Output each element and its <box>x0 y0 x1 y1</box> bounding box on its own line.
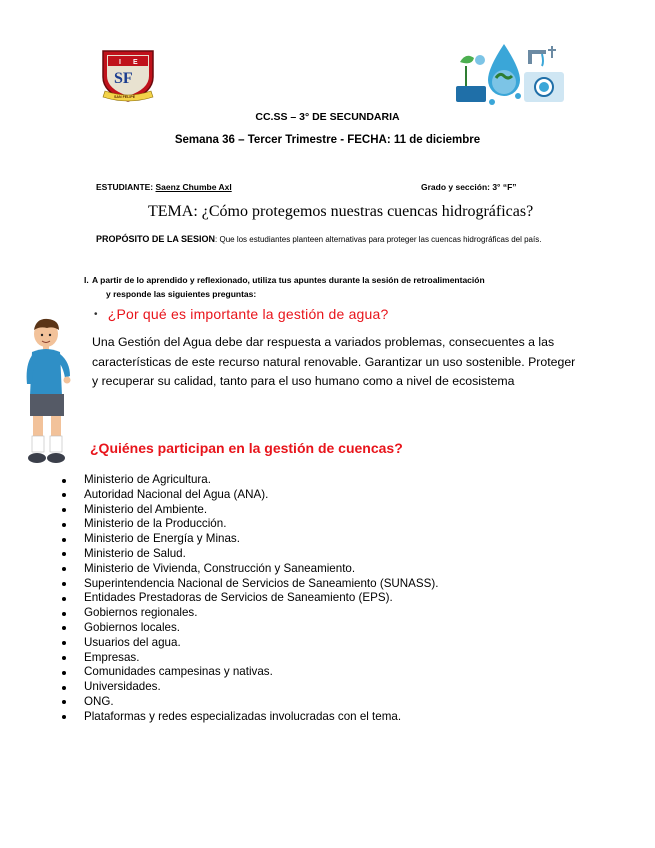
week-header: Semana 36 – Tercer Trimestre - FECHA: 11 de diciembre <box>174 134 481 146</box>
logo-motto: SAN FELIPE <box>114 95 136 99</box>
list-item: ONG. <box>62 695 438 710</box>
purpose-label: PROPÓSITO DE LA SESION <box>96 234 216 244</box>
student-label: ESTUDIANTE: <box>96 182 154 192</box>
list-item: Comunidades campesinas y nativas. <box>62 665 438 680</box>
list-item: Ministerio de Agricultura. <box>62 473 438 488</box>
student-name: Saenz Chumbe Axl <box>155 182 232 192</box>
purpose-text: : Que los estudiantes planteen alternativas para proteger las cuencas hidrográficas del país. <box>215 235 542 244</box>
list-item: Empresas. <box>62 651 438 666</box>
list-item: Ministerio de Energía y Minas. <box>62 532 438 547</box>
list-item: Ministerio de la Producción. <box>62 517 438 532</box>
purpose-paragraph <box>96 232 586 247</box>
list-item: Gobiernos locales. <box>62 621 438 636</box>
question-1-text: ¿Por qué es importante la gestión de agua? <box>107 306 389 322</box>
instruction-line-1: A partir de lo aprendido y reflexionado, utiliza tus apuntes durante la sesión de retroalimentación <box>92 275 485 285</box>
list-item: Autoridad Nacional del Agua (ANA). <box>62 488 438 503</box>
list-item: Usuarios del agua. <box>62 636 438 651</box>
school-logo <box>97 47 159 103</box>
grade-section: Grado y sección: 3° “F” <box>421 182 517 192</box>
logo-initials: SF <box>114 70 133 87</box>
list-item: Ministerio de Salud. <box>62 547 438 562</box>
instruction-line-2: y responde las siguientes preguntas: <box>106 289 257 299</box>
list-item: Entidades Prestadoras de Servicios de Saneamiento (EPS). <box>62 591 438 606</box>
water-illustration <box>452 42 570 108</box>
answer-1: Una Gestión del Agua debe dar respuesta a variados problemas, consecuentes a las características de este recurso natural renovable. Garantizar un uso sostenible. Proteger y recuperar su calidad, tanto para el uso humano como a nivel de ecosistema <box>92 335 576 388</box>
participants-list <box>62 473 438 725</box>
question-2: ¿Quiénes participan en la gestión de cuencas? <box>90 440 403 456</box>
instruction-number: I. <box>84 275 89 285</box>
topic-title: TEMA: ¿Cómo protegemos nuestras cuencas hidrográficas? <box>148 203 534 220</box>
student-cartoon <box>22 318 72 466</box>
list-item: Ministerio del Ambiente. <box>62 503 438 518</box>
student-line <box>96 182 232 192</box>
instruction <box>84 273 584 301</box>
logo-letter: E <box>133 59 138 66</box>
course-header: CC.SS – 3° DE SECUNDARIA <box>255 111 400 123</box>
logo-letter: I <box>119 59 121 66</box>
list-item: Superintendencia Nacional de Servicios de Saneamiento (SUNASS). <box>62 577 438 592</box>
bullet-icon: • <box>94 309 98 320</box>
list-item: Ministerio de Vivienda, Construcción y Saneamiento. <box>62 562 438 577</box>
list-item: Plataformas y redes especializadas involucradas con el tema. <box>62 710 438 725</box>
question-1 <box>94 306 389 322</box>
list-item: Gobiernos regionales. <box>62 606 438 621</box>
list-item: Universidades. <box>62 680 438 695</box>
